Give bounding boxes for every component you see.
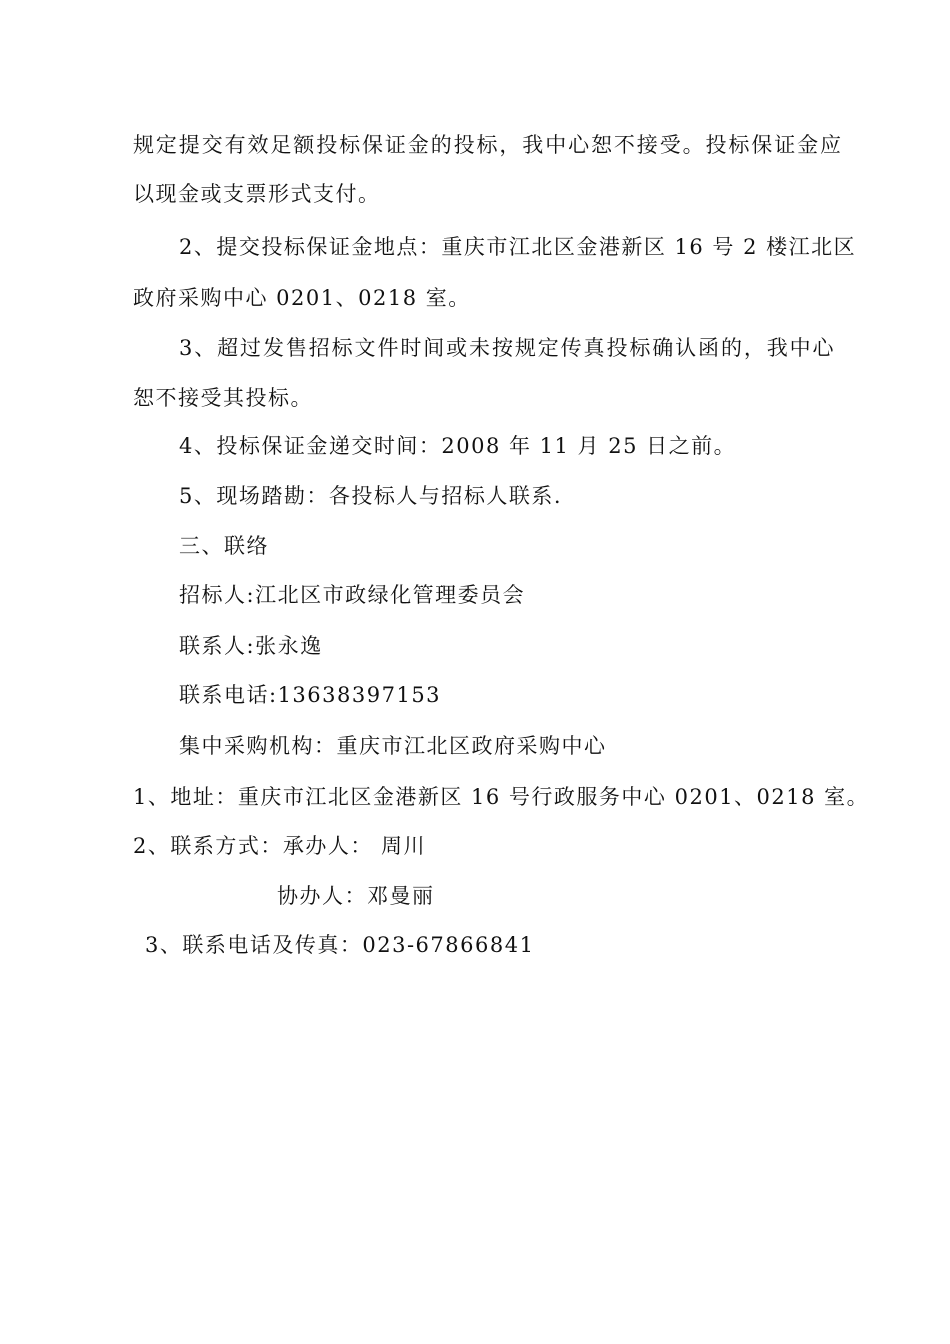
contact-person-line: 联系人:张永逸 bbox=[179, 634, 323, 658]
bid-bond-rule-line-2: 以现金或支票形式支付。 bbox=[133, 182, 381, 206]
agency-phone-fax-line: 3、联系电话及传真：023-67866841 bbox=[145, 933, 535, 957]
procurement-agency-line: 集中采购机构：重庆市江北区政府采购中心 bbox=[179, 734, 607, 758]
agency-address-line: 1、地址：重庆市江北区金港新区 16 号行政服务中心 0201、0218 室。 bbox=[133, 785, 870, 809]
bid-bond-rule-line-1: 规定提交有效足额投标保证金的投标，我中心恕不接受。投标保证金应 bbox=[133, 133, 843, 157]
agency-assistant-line: 协办人：邓曼丽 bbox=[277, 884, 435, 908]
bond-deadline-line: 4、投标保证金递交时间：2008 年 11 月 25 日之前。 bbox=[179, 434, 737, 458]
contact-phone-line: 联系电话:13638397153 bbox=[179, 683, 442, 707]
late-submission-line-1: 3、超过发售招标文件时间或未按规定传真投标确认函的，我中心 bbox=[179, 336, 836, 360]
agency-contact-line: 2、联系方式：承办人： 周川 bbox=[133, 834, 427, 858]
late-submission-line-2: 恕不接受其投标。 bbox=[133, 386, 313, 410]
bond-location-line-2: 政府采购中心 0201、0218 室。 bbox=[133, 286, 471, 310]
site-visit-line: 5、现场踏勘：各投标人与招标人联系. bbox=[179, 484, 563, 508]
tenderer-line: 招标人:江北区市政绿化管理委员会 bbox=[179, 583, 526, 607]
bond-location-line-1: 2、提交投标保证金地点：重庆市江北区金港新区 16 号 2 楼江北区 bbox=[179, 235, 857, 259]
contact-section-heading: 三、联络 bbox=[179, 534, 269, 558]
